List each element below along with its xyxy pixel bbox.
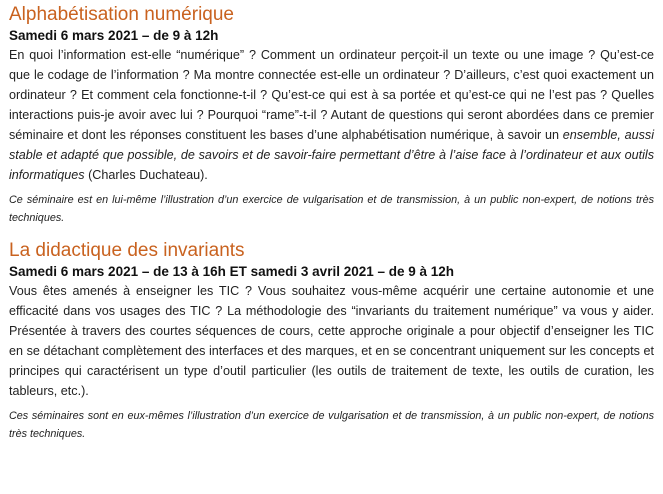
section-note: Ces séminaires sont en eux-mêmes l’illustration d’un exercice de vulgarisation et de transmission, à un public non-expert, de notions très techniques. — [9, 410, 654, 440]
section-title: Alphabétisation numérique — [9, 4, 234, 25]
section-didactique — [9, 239, 654, 443]
quote-attribution: (Charles Duchateau). — [84, 168, 208, 182]
section-alphabetisation — [9, 3, 654, 227]
quote-text: ensemble, aussi stable et adapté que possible, de savoirs et de savoir-faire permettant d’être à l’aise face à l’ordinateur et aux outils informatiques — [9, 128, 654, 182]
session-date: Samedi 6 mars 2021 – de 13 à 16h ET samedi 3 avril 2021 – de 9 à 12h — [9, 264, 455, 279]
section-note: Ce séminaire est en lui-même l’illustration d’un exercice de vulgarisation et de transmission, à un public non-expert, de notions très techniques. — [9, 194, 654, 224]
body-text: En quoi l’information est-elle “numérique” ? Comment un ordinateur perçoit-il un texte ou une image ? Qu’est-ce que le codage de l’information ? Ma montre connectée est-elle un ordinateur ? D’ailleurs, c’est quoi exactement un ordinateur ? Et comment cela fonctionne-t-il ? Qu’est-ce qui est à sa portée et qu’est-ce qui ne l’est pas ? Quelles interactions puis-je avoir avec lui ? Pourquoi “rame”-t-il ? Autant de questions qui seront abordées dans ce premier séminaire et dont les réponses constituent les bases d’une alphabétisation numérique, à savoir un — [9, 48, 654, 142]
session-date: Samedi 6 mars 2021 – de 9 à 12h — [9, 28, 219, 43]
section-body — [9, 45, 654, 185]
section-title: La didactique des invariants — [9, 240, 245, 261]
section-body: Vous êtes amenés à enseigner les TIC ? Vous souhaitez vous-même acquérir une certaine autonomie et une efficacité dans vos usages des TIC ? La méthodologie des “invariants du traitement numérique” va vous y aider. Présentée à travers des courtes séquences de cours, cette approche originale a pour objectif d’enseigner les TIC en se détachant complètement des interfaces et des marques, et en se concentrant uniquement sur les concepts et principes qui caractérisent un type d’outil particulier (les outils de traitement de texte, les outils de curation, les tableurs, etc.). — [9, 284, 654, 398]
